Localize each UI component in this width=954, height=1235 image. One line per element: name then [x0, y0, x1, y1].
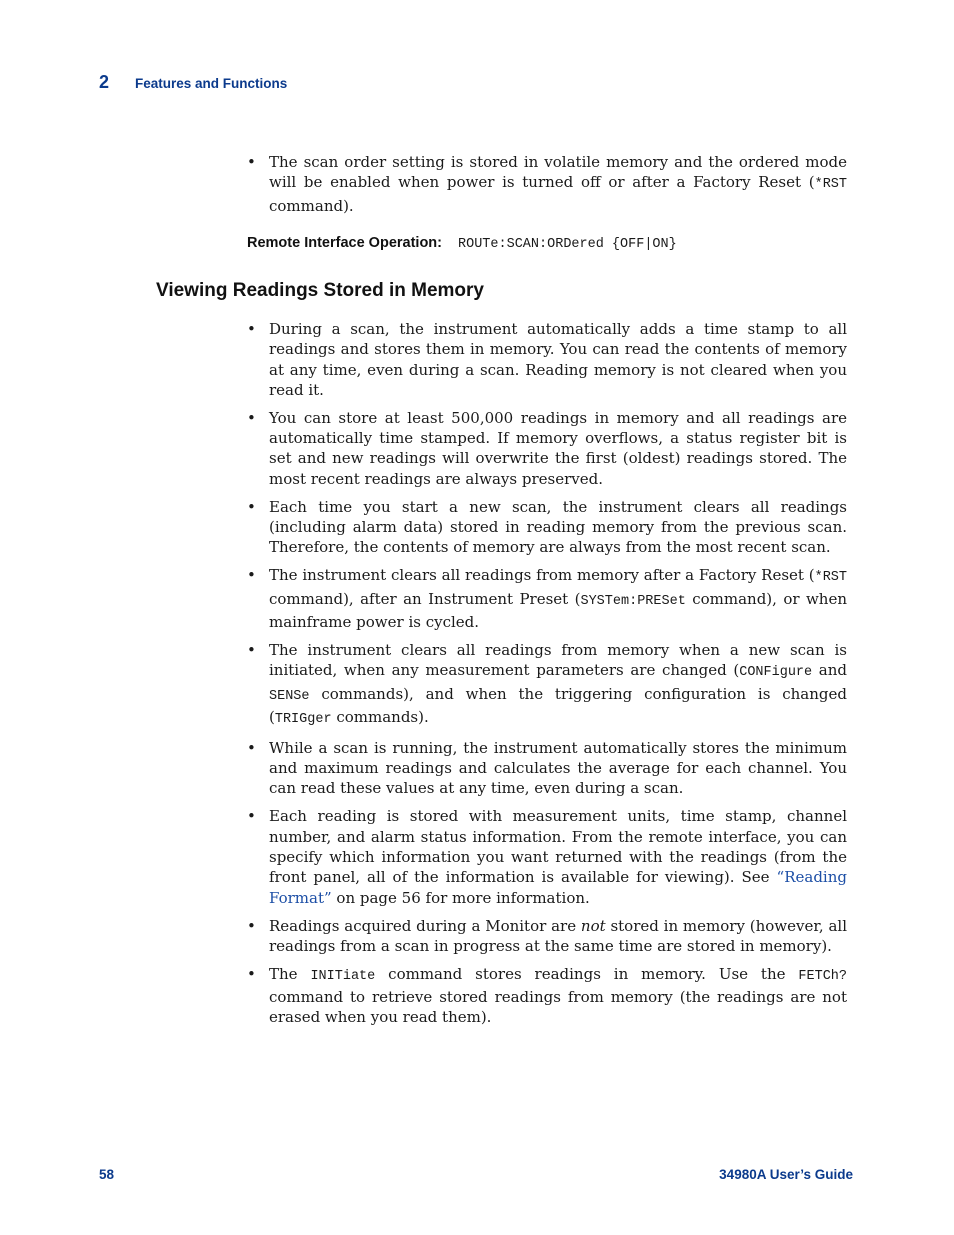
- reading-format-link[interactable]: “Reading Format”: [269, 868, 847, 907]
- list-item: • Readings acquired during a Monitor are not stored in memory (however, all readings from a scan in progress at the same time are stored in memory).: [247, 916, 847, 957]
- list-item: • Each time you start a new scan, the instrument clears all readings (including alarm data) stored in reading memory from the previous scan. Therefore, the contents of memory are always from the most recent scan.: [247, 497, 847, 558]
- list-item: • The instrument clears all readings from memory when a new scan is initiated, when any measurement parameters are changed (CONFigure and SENSe commands), and when the triggering configuration is changed (TRIGger commands).: [247, 640, 847, 730]
- code-rst: *RST: [814, 570, 847, 586]
- code-system-preset: SYSTem:PRESet: [580, 593, 686, 609]
- list-item: • You can store at least 500,000 readings in memory and all readings are automatically time stamped. If memory overflows, a status register bit is set and new readings will overwrite the first (oldest) readings stored. The most recent readings are always preserved.: [247, 408, 847, 489]
- page-number: 58: [99, 1167, 115, 1182]
- memory-bullet-list: [247, 319, 847, 1035]
- code-trigger: TRIGger: [274, 711, 332, 727]
- remote-interface-label: Remote Interface Operation:: [247, 235, 442, 251]
- intro-bullet-list: [247, 152, 847, 224]
- list-item: • During a scan, the instrument automatically adds a time stamp to all readings and stores them in memory. You can read the contents of memory at any time, even during a scan. Reading memory is not cleared when you read it.: [247, 319, 847, 400]
- list-item: • Each reading is stored with measurement units, time stamp, channel number, and alarm status information. From the remote interface, you can specify which information you want returned with the readings (from the front panel, all of the information is available for viewing). See “Reading Format” on page 56 for more information.: [247, 806, 847, 907]
- emphasis-not: not: [580, 916, 606, 935]
- list-item: • The INITiate command stores readings in memory. Use the FETCh? command to retrieve stored readings from memory (the readings are not erased when you read them).: [247, 964, 847, 1028]
- list-item: • While a scan is running, the instrument automatically stores the minimum and maximum readings and calculates the average for each channel. You can read these values at any time, even during a scan.: [247, 738, 847, 799]
- list-item: • The instrument clears all readings from memory after a Factory Reset (*RST command), after an Instrument Preset (SYSTem:PRESet command), or when mainframe power is cycled.: [247, 565, 847, 632]
- code-sense: SENSe: [269, 688, 310, 704]
- section-title: Viewing Readings Stored in Memory: [156, 280, 484, 301]
- remote-interface-operation: [247, 234, 677, 252]
- code-fetch: FETCh?: [798, 968, 847, 984]
- guide-title: 34980A User’s Guide: [719, 1167, 853, 1182]
- list-item: • The scan order setting is stored in volatile memory and the ordered mode will be enabled when power is turned off or after a Factory Reset (*RST command).: [247, 152, 847, 216]
- remote-interface-command: ROUTe:SCAN:ORDered {OFF|ON}: [458, 237, 677, 252]
- chapter-number: 2: [99, 72, 110, 92]
- code-initiate: INITiate: [310, 968, 376, 984]
- code-configure: CONFigure: [739, 665, 813, 681]
- chapter-title: Features and Functions: [135, 76, 288, 91]
- code-rst: *RST: [814, 177, 847, 193]
